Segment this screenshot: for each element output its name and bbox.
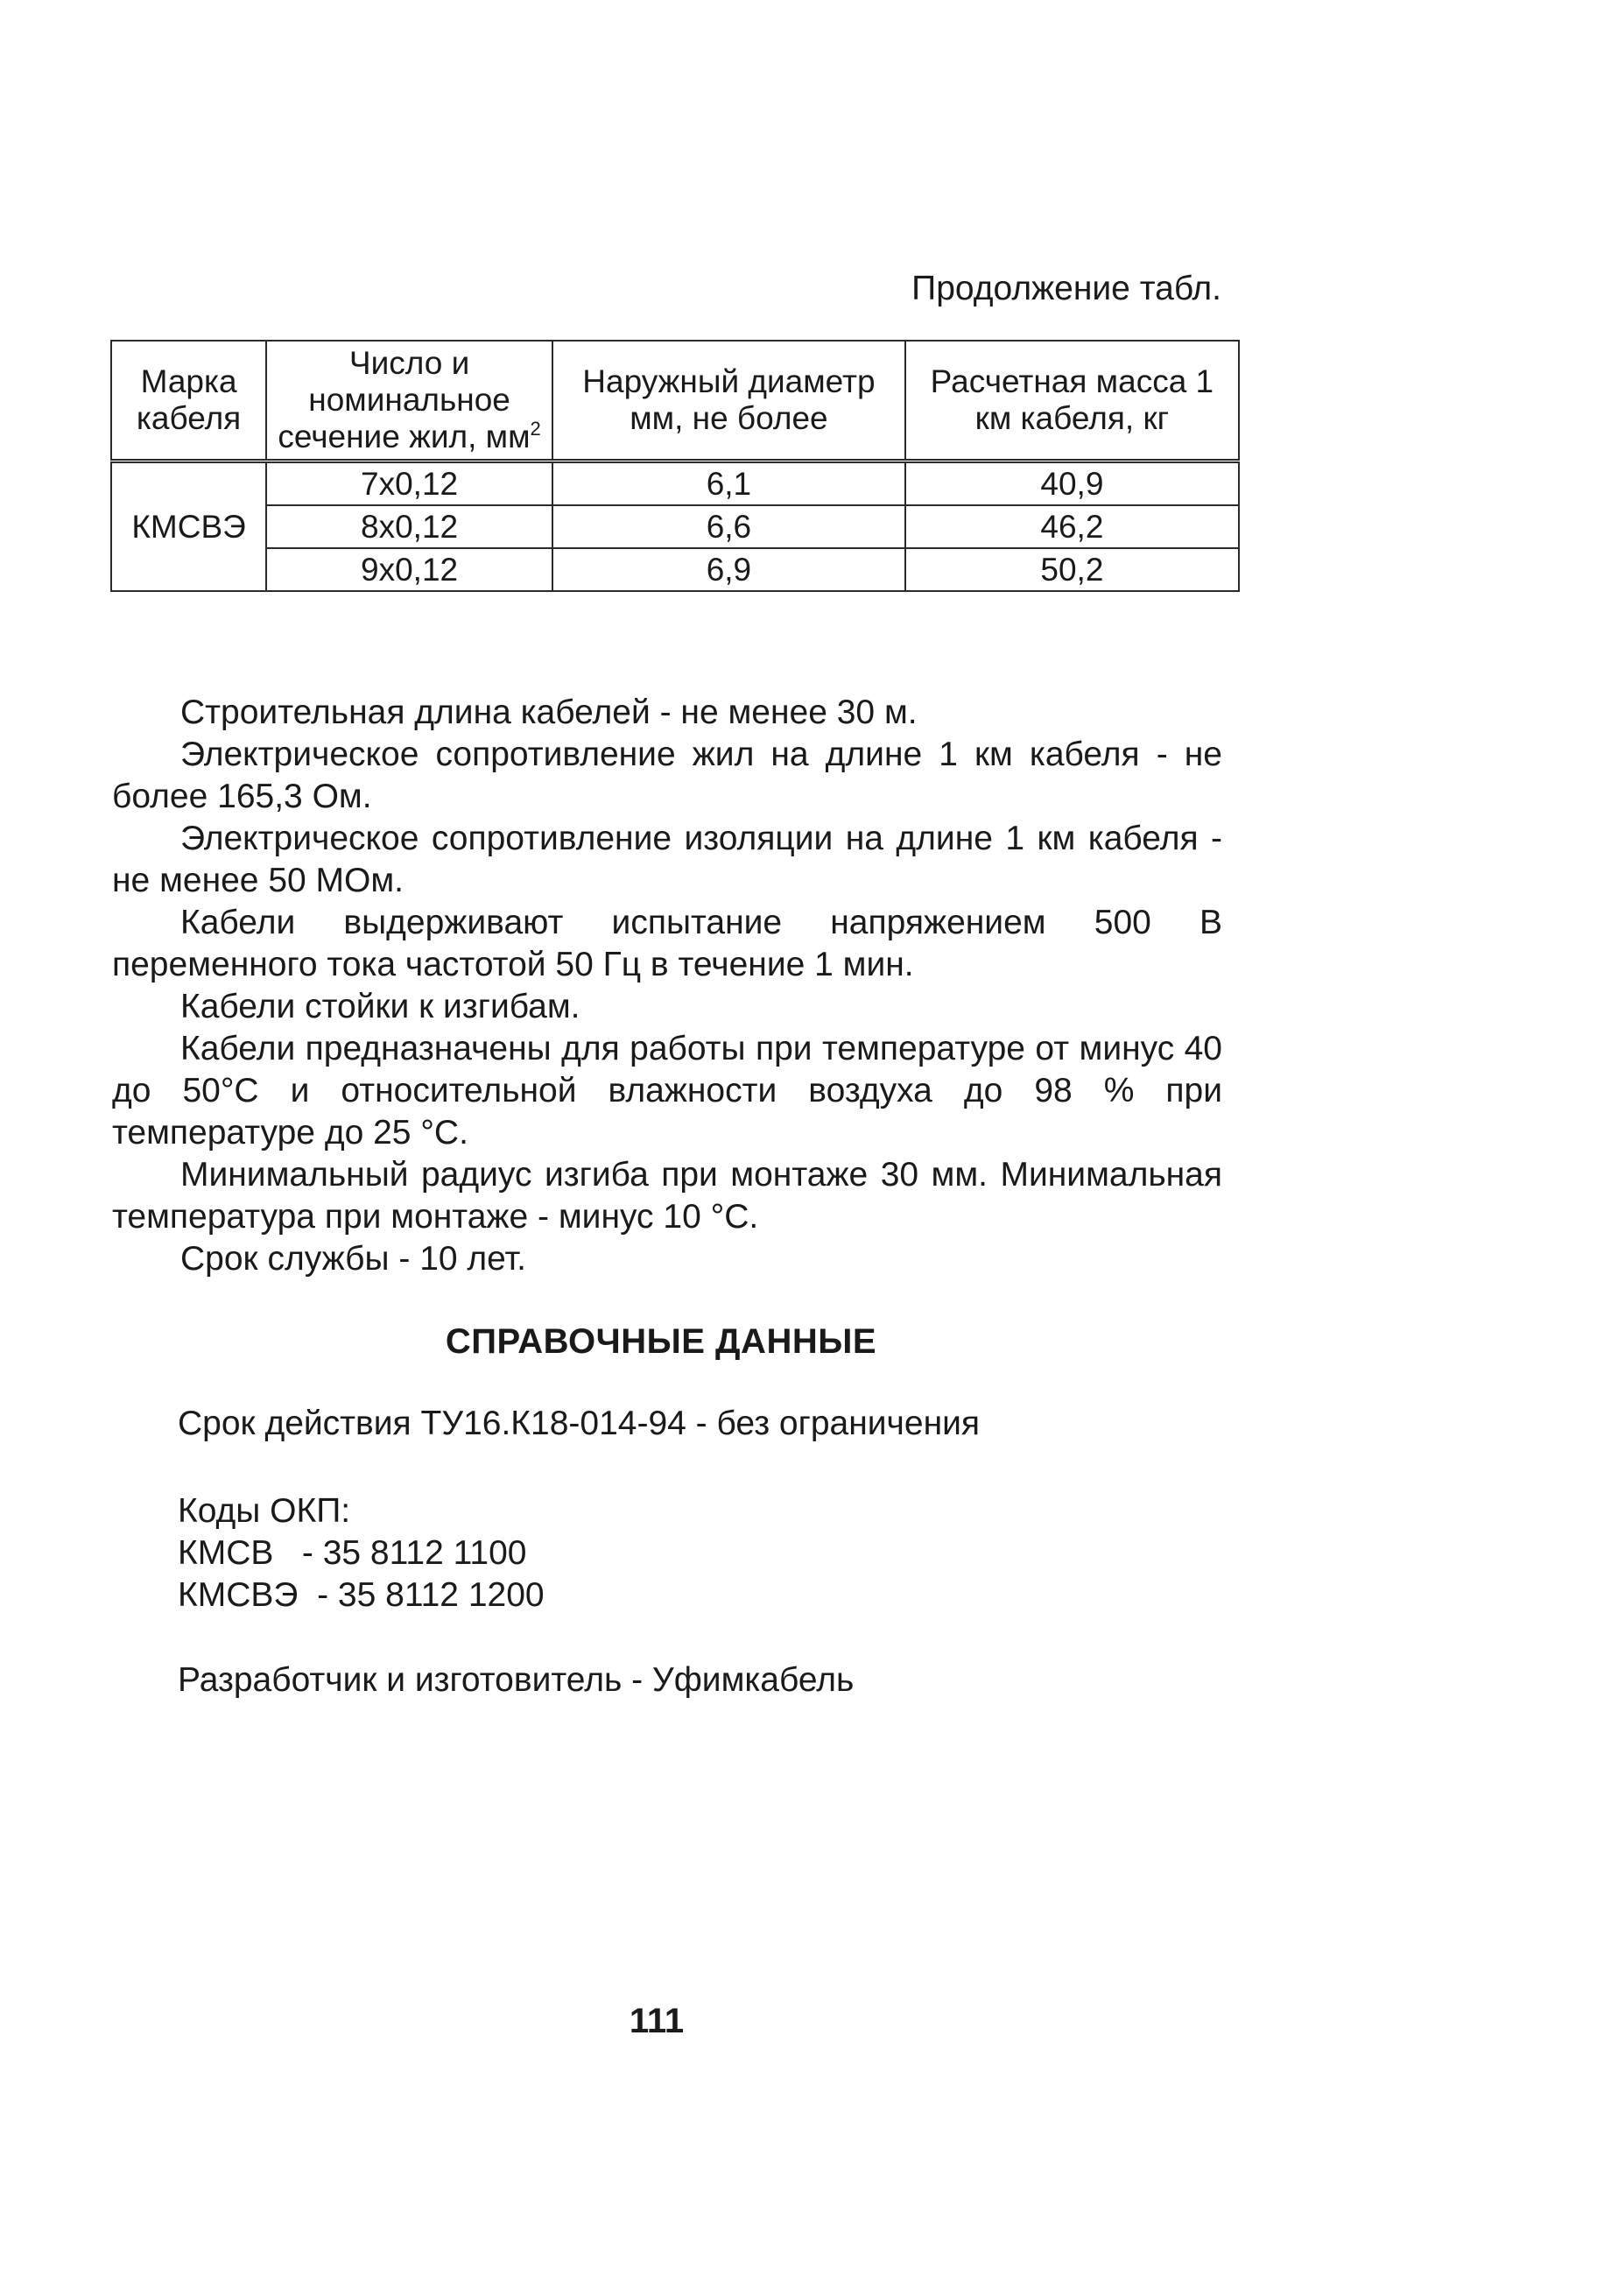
header-cores-text: Число и номинальное сечение жил, мм — [278, 345, 531, 454]
paragraph: Электрическое сопротивление изоляции на длине 1 км кабеля - не менее 50 МОм. — [112, 820, 1222, 899]
paragraph: Кабели выдерживают испытание напряжением 500 В переменного тока частотой 50 Гц в течение 1 мин. — [112, 904, 1222, 983]
cell-cores: 7х0,12 — [266, 461, 552, 506]
okp-code: КМСВЭ - 35 8112 1200 — [178, 1576, 545, 1614]
paragraph: Кабели предназначены для работы при температуре от минус 40 до 50°С и относительной влажности воздуха до 98 % при температуре до 25 °С. — [112, 1030, 1222, 1152]
table-continuation-label: Продолжение табл. — [911, 270, 1221, 307]
cell-mass: 40,9 — [905, 461, 1239, 506]
paragraph: Строительная длина кабелей - не менее 30 м. — [180, 694, 918, 731]
cell-diameter: 6,1 — [552, 461, 905, 506]
table-row — [111, 505, 1239, 548]
page-number: 111 — [629, 2002, 685, 2040]
validity-line: Срок действия ТУ16.К18-014-94 - без ограничения — [178, 1405, 981, 1442]
body-text — [112, 692, 1222, 1280]
cell-mass: 50,2 — [905, 548, 1239, 591]
cell-diameter: 6,9 — [552, 548, 905, 591]
paragraph: Срок службы - 10 лет. — [180, 1240, 526, 1278]
table-header-row — [111, 341, 1239, 461]
cell-mark: КМСВЭ — [111, 461, 266, 592]
header-cores-superscript: 2 — [530, 418, 541, 440]
okp-code: КМСВ - 35 8112 1100 — [178, 1534, 527, 1572]
table-row — [111, 461, 1239, 506]
cell-cores: 9х0,12 — [266, 548, 552, 591]
header-mass: Расчетная масса 1 км кабеля, кг — [905, 341, 1239, 461]
cell-diameter: 6,6 — [552, 505, 905, 548]
paragraph: Минимальный радиус изгиба при монтаже 30 мм. Минимальная температура при монтаже - минус 10 °С. — [112, 1156, 1222, 1236]
okp-title: Коды ОКП: — [178, 1492, 351, 1530]
cell-cores: 8х0,12 — [266, 505, 552, 548]
paragraph: Кабели стойки к изгибам. — [180, 988, 580, 1025]
section-heading: СПРАВОЧНЫЕ ДАННЫЕ — [445, 1322, 877, 1361]
developer-line: Разработчик и изготовитель - Уфимкабель — [178, 1661, 855, 1699]
header-mark: Марка кабеля — [111, 341, 266, 461]
okp-block — [178, 1490, 545, 1616]
header-cores — [266, 341, 552, 461]
cable-spec-table — [110, 340, 1240, 592]
header-diameter: Наружный диаметр мм, не более — [552, 341, 905, 461]
cell-mass: 46,2 — [905, 505, 1239, 548]
table-row — [111, 548, 1239, 591]
paragraph: Электрическое сопротивление жил на длине 1 км кабеля - не более 165,3 Ом. — [112, 736, 1222, 815]
